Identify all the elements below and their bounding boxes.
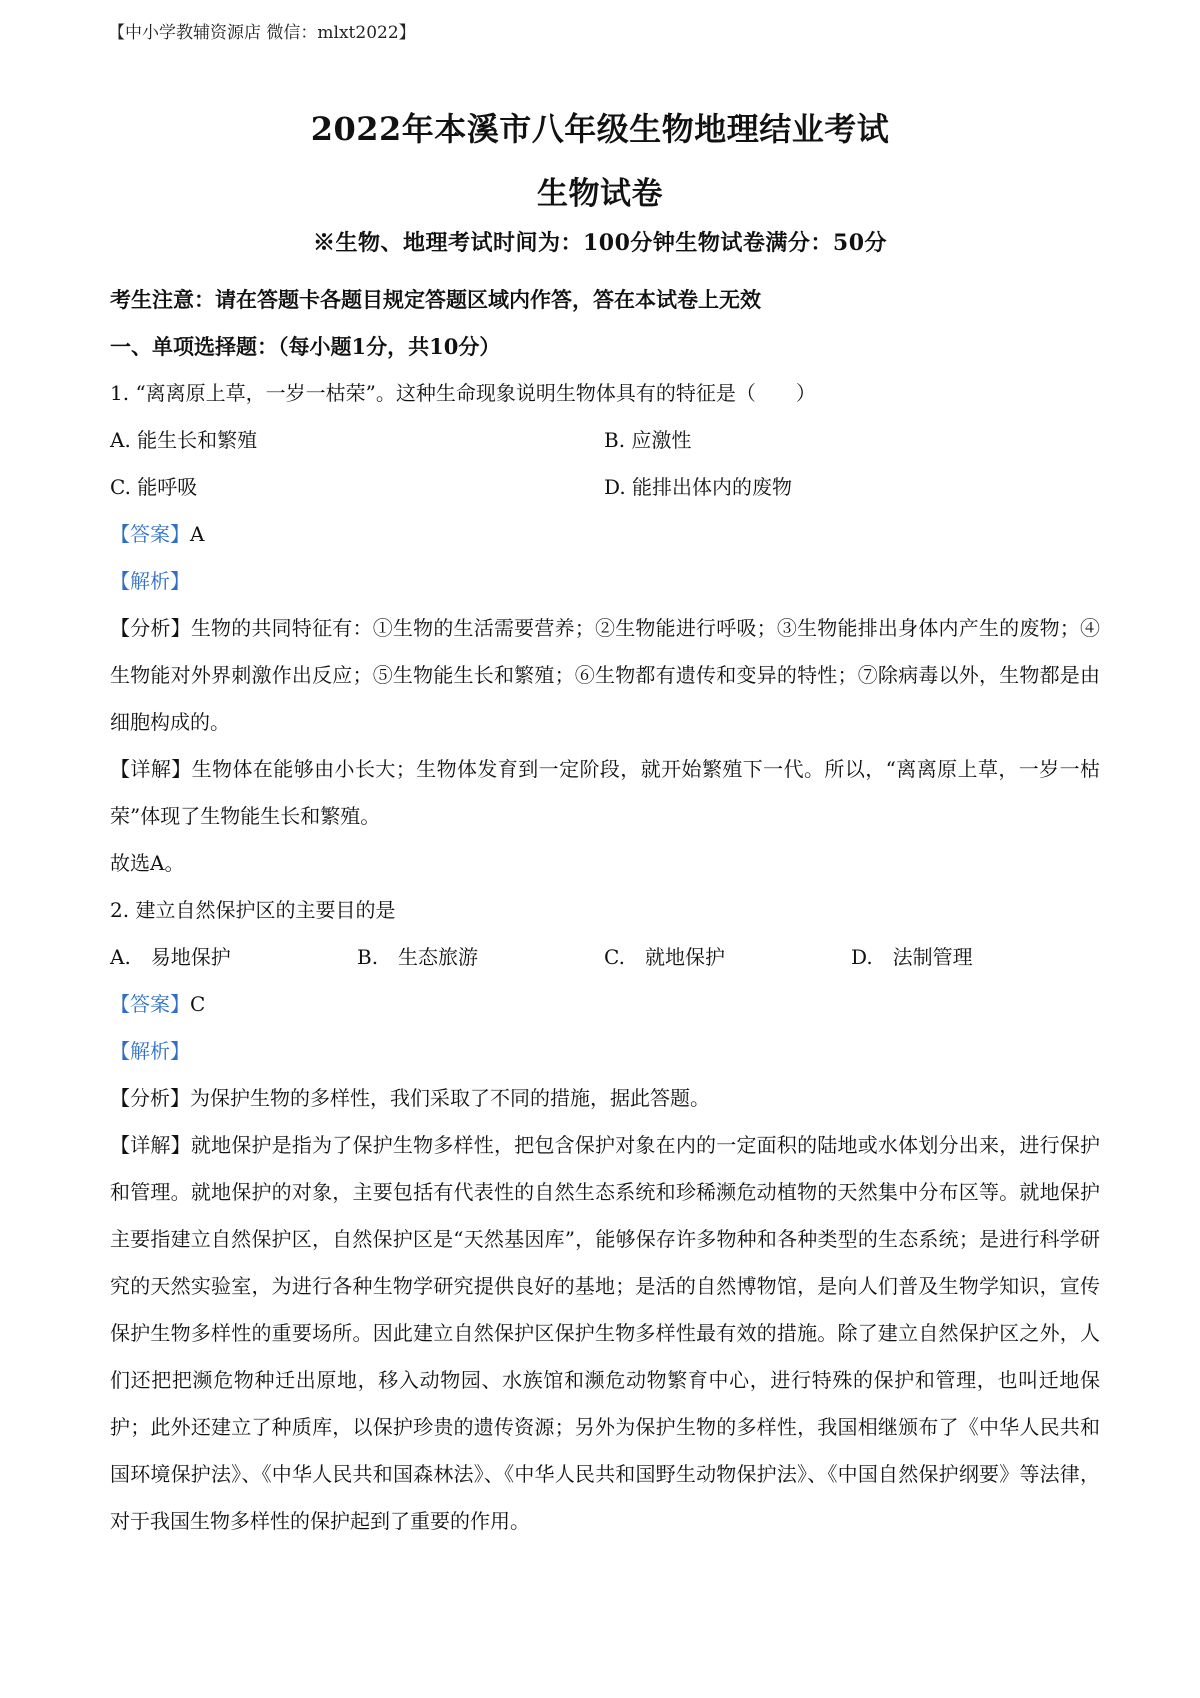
q2-answer-label: 【答案】 [110, 992, 190, 1016]
q2-xiangjie-label: 【详解】 [110, 1133, 191, 1157]
q2-option-b: B. 生态旅游 [357, 945, 479, 969]
q1-options-row-1 [110, 417, 1100, 464]
notice: 考生注意：请在答题卡各题目规定答题区域内作答，答在本试卷上无效 [110, 287, 761, 312]
q2-option-c: C. 就地保护 [604, 945, 725, 969]
q2-fenxi-label: 【分析】 [110, 1086, 190, 1110]
q2-xiangjie-text: 就地保护是指为了保护生物多样性，把包含保护对象在内的一定面积的陆地或水体划分出来，进行保护和管理。就地保护的对象，主要包括有代表性的自然生态系统和珍稀濒危动植物的天然集中分布区等。就地保护主要指建立自然保护区，自然保护区是“天然基因库”，能够保存许多物种和各种类型的生态系统；是进行科学研究的天然实验室，为进行各种生物学研究提供良好的基地；是活的自然博物馆，是向人们普及生物学知识，宣传保护生物多样性的重要场所。因此建立自然保护区保护生物多样性最有效的措施。除了建立自然保护区之外，人们还把把濒危物种迁出原地，移入动物园、水族馆和濒危动物繁育中心，进行特殊的保护和管理，也叫迁地保护；此外还建立了种质库，以保护珍贵的遗传资源；另外为保护生物的多样性，我国相继颁布了《中华人民共和国环境保护法》、《中华人民共和国森林法》、《中华人民共和国野生动物保护法》、《中国自然保护纲要》等法律，对于我国生物多样性的保护起到了重要的作用。 [110, 1133, 1101, 1533]
q1-fenxi-label: 【分析】 [110, 616, 191, 640]
q1-answer [110, 511, 1100, 558]
q2-xiangjie [110, 1122, 1100, 1545]
q1-xiangjie [110, 746, 1100, 840]
q1-options-row-2 [110, 464, 1100, 511]
header-note: 【中小学教辅资源店 微信：mlxt2022】 [108, 23, 416, 43]
q2-option-d: D. 法制管理 [851, 945, 973, 969]
q2-answer [110, 981, 1100, 1028]
q2-options-row [110, 934, 1100, 981]
exam-info: ※生物、地理考试时间为：100分钟生物试卷满分：50分 [312, 230, 888, 256]
q1-option-b: B. 应激性 [604, 428, 692, 452]
q1-answer-label: 【答案】 [110, 522, 190, 546]
q2-fenxi-text: 为保护生物的多样性，我们采取了不同的措施，据此答题。 [190, 1086, 710, 1110]
q1-option-d: D. 能排出体内的废物 [604, 475, 793, 499]
q1-fenxi-text: 生物的共同特征有：①生物的生活需要营养；②生物能进行呼吸；③生物能排出身体内产生的废物；④生物能对外界刺激作出反应；⑤生物能生长和繁殖；⑥生物都有遗传和变异的特性；⑦除病毒以外，生物都是由细胞构成的。 [110, 616, 1101, 734]
exam-body [110, 276, 1100, 1545]
q1-option-a: A. 能生长和繁殖 [110, 428, 258, 452]
q1-analysis-label: 【解析】 [110, 569, 190, 593]
q2-fenxi [110, 1075, 1100, 1122]
q1-conclusion: 故选A。 [110, 851, 185, 875]
page-subtitle: 生物试卷 [537, 176, 663, 212]
q1-stem: 1. “离离原上草，一岁一枯荣”。这种生命现象说明生物体具有的特征是（ ） [110, 381, 816, 405]
section-title: 一、单项选择题：（每小题1分，共10分） [110, 334, 501, 359]
q1-xiangjie-text: 生物体在能够由小长大；生物体发育到一定阶段，就开始繁殖下一代。所以，“离离原上草，一岁一枯荣”体现了生物能生长和繁殖。 [110, 757, 1100, 828]
q2-stem: 2. 建立自然保护区的主要目的是 [110, 898, 396, 922]
q1-xiangjie-label: 【详解】 [110, 757, 192, 781]
q1-fenxi [110, 605, 1100, 746]
q1-answer-value: A [190, 522, 205, 546]
q1-option-c: C. 能呼吸 [110, 475, 198, 499]
q2-answer-value: C [190, 992, 206, 1016]
q2-analysis-label: 【解析】 [110, 1039, 190, 1063]
page-title: 2022年本溪市八年级生物地理结业考试 [310, 110, 890, 148]
q2-option-a: A. 易地保护 [110, 945, 231, 969]
